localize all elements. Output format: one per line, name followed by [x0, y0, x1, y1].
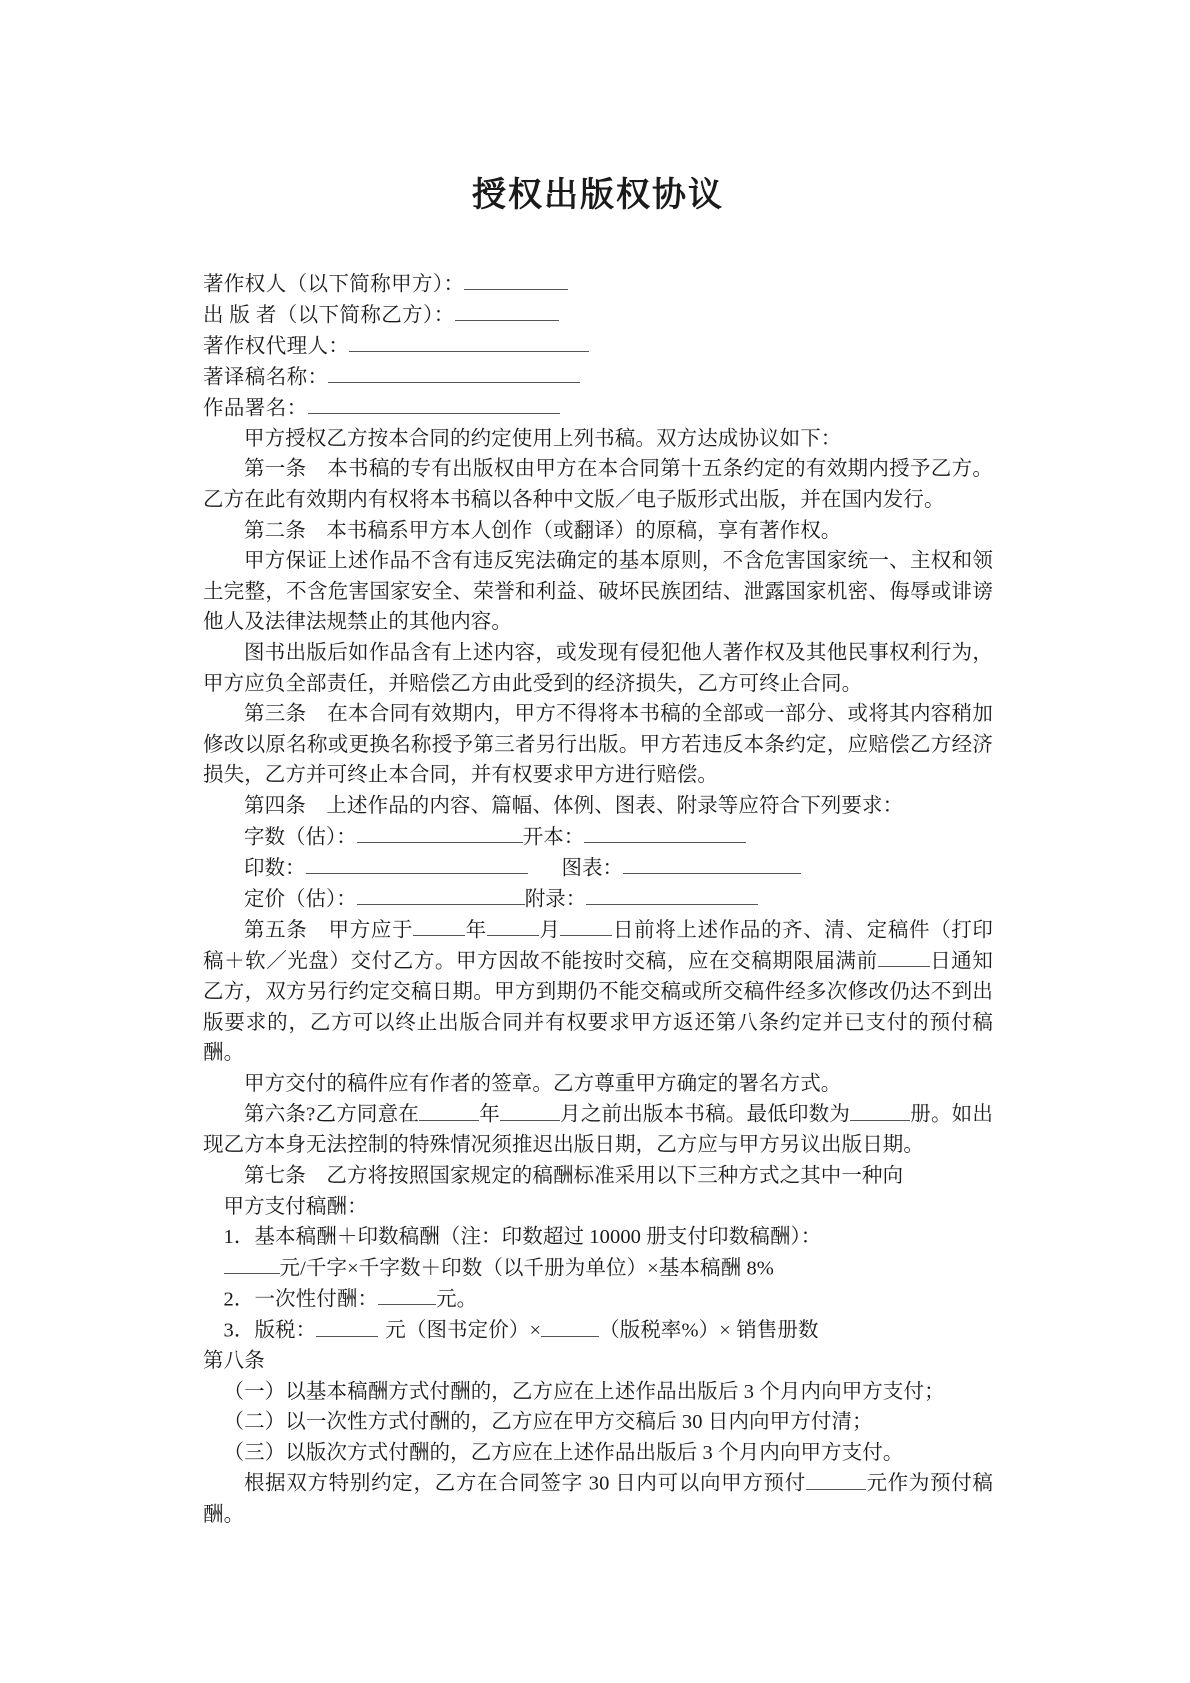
spec-line-price	[203, 884, 993, 915]
spec-input-printrun[interactable]	[306, 853, 528, 875]
article-5-note: 甲方交付的稿件应有作者的签章。乙方尊重甲方确定的署名方式。	[244, 1072, 842, 1095]
spec-input-format[interactable]	[584, 822, 746, 844]
payment-option-1-title: 1．基本稿酬＋印数稿酬（注：印数超过 10000 册支付印数稿酬）：	[223, 1226, 822, 1249]
article-1: 第一条 本书稿的专有出版权由甲方在本合同第十五条约定的有效期内授予乙方。乙方在此有效期内有权将本书稿以各种中文版／电子版形式出版，并在国内发行。	[203, 458, 993, 511]
payment-option-3-price-input[interactable]	[316, 1315, 378, 1337]
payment-option-1-rate-input[interactable]	[224, 1253, 280, 1275]
field-publisher-input[interactable]	[455, 300, 559, 322]
spec-input-wordcount[interactable]	[357, 822, 523, 844]
field-copyright-agent-label: 著作权代理人：	[203, 335, 350, 358]
intro-paragraph: 甲方授权乙方按本合同的约定使用上列书稿。双方达成协议如下：	[244, 427, 842, 450]
spec-line-printrun	[203, 853, 993, 884]
spec-label-price: 定价（估）：	[244, 888, 357, 911]
payment-option-1-formula-text: 元/千字×千字数＋印数（以千册为单位）×基本稿酬 8%	[279, 1257, 774, 1280]
article-6-year-unit: 年	[479, 1103, 500, 1126]
field-work-signature-label: 作品署名：	[203, 397, 308, 420]
field-work-signature	[203, 393, 993, 424]
field-manuscript-title	[203, 362, 993, 393]
article-2-warranty: 甲方保证上述作品不含有违反宪法确定的基本原则，不含危害国家统一、主权和领土完整，不含危害国家安全、荣誉和利益、破坏民族团结、泄露国家机密、侮辱或诽谤他人及法律法规禁止的其他内容。	[203, 550, 993, 634]
field-copyright-owner-input[interactable]	[464, 269, 568, 291]
payment-option-3-label: 3．版税：	[223, 1319, 317, 1342]
article-5	[203, 915, 993, 1069]
field-manuscript-title-label: 著译稿名称：	[203, 366, 329, 389]
field-copyright-agent	[203, 331, 993, 362]
spec-label-charts: 图表：	[561, 857, 623, 880]
spec-input-charts[interactable]	[623, 853, 801, 875]
spec-input-price[interactable]	[357, 884, 525, 906]
spec-label-appendix: 附录：	[524, 888, 587, 911]
closing-advance-input[interactable]	[806, 1468, 866, 1490]
article-6-tail: 册。如出现乙方本身无法控制的特殊情况须推迟出版日期，乙方应与甲方另议出版日期。	[203, 1103, 994, 1157]
field-copyright-owner	[203, 269, 993, 300]
header-fields	[203, 269, 993, 424]
article-8-item-1: （一）以基本稿酬方式付酬的，乙方应在上述作品出版后 3 个月内向甲方支付；	[223, 1380, 945, 1403]
field-manuscript-title-input[interactable]	[328, 362, 580, 384]
payment-option-3	[203, 1315, 993, 1346]
field-publisher-label: 出 版 者（以下简称乙方）：	[203, 304, 455, 327]
article-5-year-unit: 年	[465, 919, 487, 942]
article-5-tail: 日通知乙方，双方另行约定交稿日期。甲方到期仍不能交稿或所交稿件经多次修改仍达不到出版要求的，乙方可以终止出版合同并有权要求甲方返还第八条约定并已支付的预付稿酬。	[203, 950, 993, 1065]
spec-label-wordcount: 字数（估）：	[244, 826, 357, 849]
field-publisher	[203, 300, 993, 331]
article-8-item-2: （二）以一次性方式付酬的，乙方应在甲方交稿后 30 日内向甲方付清；	[223, 1411, 873, 1434]
payment-option-3-mid: 元（图书定价）×	[385, 1319, 542, 1342]
article-8-title: 第八条	[203, 1350, 265, 1373]
payment-option-1-formula	[203, 1253, 993, 1284]
payment-option-3-rate-input[interactable]	[541, 1315, 599, 1337]
article-5-notice-days-input[interactable]	[878, 946, 930, 968]
spec-label-format: 开本：	[522, 826, 585, 849]
field-work-signature-input[interactable]	[308, 393, 560, 415]
closing-prefix: 根据双方特别约定，乙方在合同签字 30 日内可以向甲方预付	[244, 1472, 806, 1495]
article-6-minprint-input[interactable]	[850, 1099, 910, 1121]
spec-input-appendix[interactable]	[586, 884, 758, 906]
payment-option-2-amount-input[interactable]	[378, 1284, 436, 1306]
article-6-mid: 月之前出版本书稿。最低印数为	[559, 1103, 851, 1126]
article-5-month-unit: 月	[538, 919, 561, 942]
article-6	[203, 1099, 993, 1161]
article-8-item-3: （三）以版次方式付酬的，乙方应在上述作品出版后 3 个月内向甲方支付。	[223, 1441, 904, 1464]
closing-paragraph	[203, 1468, 993, 1530]
field-copyright-agent-input[interactable]	[349, 331, 589, 353]
field-copyright-owner-label: 著作权人（以下简称甲方）：	[203, 273, 465, 296]
article-5-day-input[interactable]	[560, 915, 612, 937]
article-5-prefix: 第五条 甲方应于	[244, 919, 414, 942]
article-2: 第二条 本书稿系甲方本人创作（或翻译）的原稿，享有著作权。	[244, 519, 842, 542]
page-title: 授权出版权协议	[472, 177, 724, 214]
article-6-prefix: 第六条?乙方同意在	[244, 1103, 420, 1126]
document-content	[203, 0, 993, 1530]
article-5-year-input[interactable]	[413, 915, 465, 937]
payment-option-3-tail: （版税率%）× 销售册数	[599, 1319, 819, 1342]
spec-label-printrun: 印数：	[244, 857, 306, 880]
article-5-mid: 日前将上述作品的齐、清、定稿件（打印稿＋软／光盘）交付乙方。甲方因故不能按时交稿，应在交稿期限届满前	[203, 919, 993, 973]
article-6-year-input[interactable]	[419, 1099, 479, 1121]
article-5-month-input[interactable]	[487, 915, 539, 937]
article-3: 第三条 在本合同有效期内，甲方不得将本书稿的全部或一部分、或将其内容稍加修改以原名称或更换名称授予第三者另行出版。甲方若违反本条约定，应赔偿乙方经济损失，乙方并可终止本合同，并有权要求甲方进行赔偿。	[203, 703, 993, 787]
payment-option-2	[203, 1284, 993, 1315]
article-7-intro: 第七条 乙方将按照国家规定的稿酬标准采用以下三种方式之其中一种向	[244, 1165, 904, 1188]
article-2-liability: 图书出版后如作品含有上述内容，或发现有侵犯他人著作权及其他民事权利行为，甲方应负全部责任，并赔偿乙方由此受到的经济损失，乙方可终止合同。	[203, 641, 993, 695]
article-6-month-input[interactable]	[500, 1099, 560, 1121]
spec-line-wordcount	[203, 822, 993, 853]
payment-option-2-unit: 元。	[436, 1288, 478, 1311]
payment-option-2-label: 2．一次性付酬：	[223, 1288, 379, 1311]
document-body	[203, 424, 993, 1530]
closing-suffix: 元作为预付稿酬。	[203, 1472, 993, 1526]
article-7-intro-line2: 甲方支付稿酬：	[223, 1195, 368, 1218]
article-4: 第四条 上述作品的内容、篇幅、体例、图表、附录等应符合下列要求：	[244, 794, 904, 817]
